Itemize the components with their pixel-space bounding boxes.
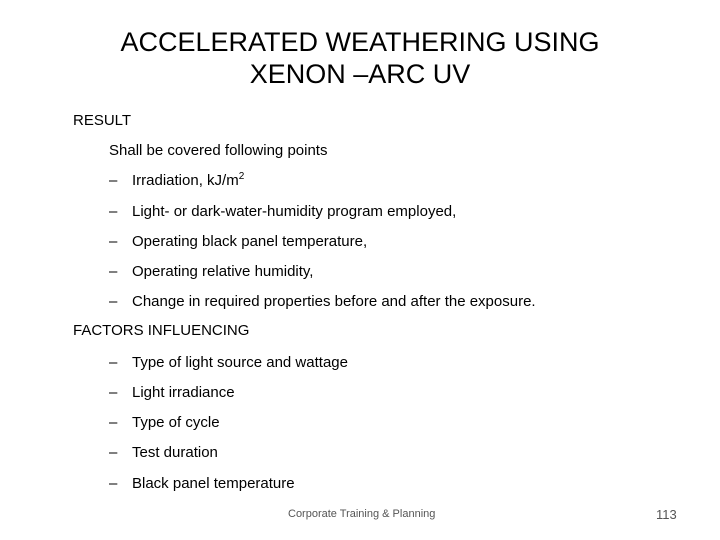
list-item-text: Change in required properties before and after the exposure. (132, 293, 536, 310)
list-item-text: Irradiation, kJ/m (132, 172, 239, 189)
list-item (109, 172, 244, 190)
list-item-text: Operating relative humidity, (132, 263, 314, 280)
list-item (109, 263, 313, 281)
list-item-text: Black panel temperature (132, 475, 295, 492)
list-item (109, 384, 235, 402)
bullet-dash: – (109, 354, 118, 371)
list-item-text: Test duration (132, 444, 218, 461)
list-item (109, 203, 456, 221)
list-item (109, 475, 295, 493)
bullet-dash: – (109, 475, 118, 492)
page-number: 113 (656, 507, 677, 522)
bullet-dash: – (109, 263, 118, 280)
list-item (109, 293, 536, 311)
bullet-dash: – (109, 414, 118, 431)
result-heading: RESULT (73, 112, 132, 129)
title-line-1: ACCELERATED WEATHERING USING (120, 27, 600, 57)
list-item-text: Type of light source and wattage (132, 354, 348, 371)
title-line-2: XENON –ARC UV (249, 59, 471, 89)
bullet-dash: – (109, 293, 118, 310)
list-item (109, 233, 367, 251)
result-intro: Shall be covered following points (109, 142, 328, 159)
list-item (109, 354, 348, 372)
bullet-dash: – (109, 444, 118, 461)
list-item-text: Type of cycle (132, 414, 220, 431)
list-item (109, 414, 220, 432)
list-item (109, 444, 218, 462)
bullet-dash: – (109, 233, 118, 250)
list-item-text: Light- or dark-water-humidity program employed, (132, 203, 457, 220)
slide-title (0, 26, 720, 90)
factors-heading: FACTORS INFLUENCING (73, 322, 250, 339)
list-item-text: Light irradiance (132, 384, 235, 401)
superscript: 2 (238, 171, 245, 182)
bullet-dash: – (109, 384, 118, 401)
bullet-dash: – (109, 172, 118, 189)
footer-text: Corporate Training & Planning (288, 508, 436, 520)
list-item-text: Operating black panel temperature, (132, 233, 368, 250)
bullet-dash: – (109, 203, 118, 220)
